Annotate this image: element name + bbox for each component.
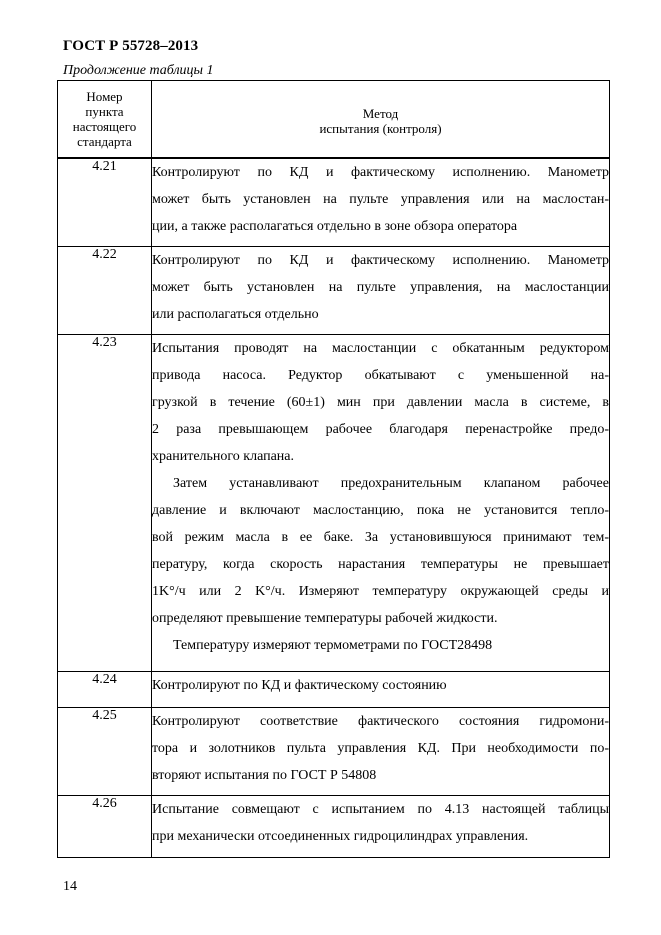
text-line: привода насоса. Редуктор обкатывают с уменьшенной на- [152, 367, 609, 383]
text-line: при механически отсоединенных гидроцилиндрах управления. [152, 828, 529, 844]
header-text: Метод [362, 106, 399, 121]
header-text: пункта [85, 104, 124, 119]
text-line: Контролируют по КД и фактическому исполнению. Манометр [152, 252, 609, 268]
table-row [58, 707, 610, 795]
table-row [58, 671, 610, 707]
text-line: может быть установлен на пульте управления или на маслостан- [152, 192, 609, 207]
text-line: Затем устанавливают предохранительным клапаном рабочее [173, 475, 609, 491]
text-line: тора и золотников пульта управления КД. При необходимости по- [152, 740, 609, 756]
header-text: стандарта [77, 134, 132, 149]
text-line: Температуру измеряют термометрами по ГОСТ28498 [173, 637, 493, 653]
page-number: 14 [63, 879, 77, 894]
method-description [152, 334, 610, 671]
text-line: Контролируют по КД и фактическому состоянию [152, 677, 447, 693]
text-line: ции, а также располагаться отдельно в зоне обзора оператора [152, 219, 518, 234]
text-line: Испытания проводят на маслостанции с обкатанным редуктором [152, 340, 609, 356]
text-line: Контролируют соответствие фактического состояния гидромони- [152, 713, 609, 729]
clause-number: 4.22 [58, 246, 152, 334]
clause-number: 4.21 [58, 158, 152, 246]
text-line: Испытание совмещают с испытанием по 4.13 настоящей таблицы [152, 801, 609, 817]
text-line: грузкой в течение (60±1) мин при давлении масла в системе, в [152, 394, 609, 410]
header-text: настоящего [72, 119, 137, 134]
method-description [152, 158, 610, 246]
text-line: 1K°/ч или 2 K°/ч. Измеряют температуру окружающей среды и [152, 583, 609, 599]
header-text: испытания (контроля) [319, 121, 442, 136]
method-table [57, 80, 610, 858]
text-line: давление и включают маслостанцию, пока не установится тепло- [152, 502, 609, 518]
table-continuation-caption: Продолжение таблицы 1 [63, 63, 214, 78]
text-line: вой режим масла в ее баке. За установившуюся принимают тем- [152, 529, 609, 545]
clause-number: 4.25 [58, 707, 152, 795]
text-line: Контролируют по КД и фактическому исполнению. Манометр [152, 165, 609, 180]
document-header: ГОСТ Р 55728–2013 [63, 38, 199, 54]
table-header-row [58, 81, 610, 159]
text-line: хранительного клапана. [152, 448, 295, 464]
text-line: определяют превышение температуры рабочей жидкости. [152, 610, 498, 626]
col-header-method [152, 81, 610, 159]
text-line: пературу, когда скорость нарастания температуры не превышает [152, 556, 609, 572]
method-description [152, 795, 610, 857]
table-row [58, 795, 610, 857]
text-line: 2 раза превышающем рабочее благодаря перенастройке предо- [152, 421, 609, 437]
clause-number: 4.24 [58, 671, 152, 707]
table-row [58, 158, 610, 246]
text-line: или располагаться отдельно [152, 306, 319, 322]
table-row [58, 246, 610, 334]
method-description [152, 671, 610, 707]
clause-number: 4.23 [58, 334, 152, 671]
col-header-clause [58, 81, 152, 159]
table-row [58, 334, 610, 671]
clause-number: 4.26 [58, 795, 152, 857]
header-text: Номер [86, 89, 123, 104]
method-description [152, 707, 610, 795]
text-line: вторяют испытания по ГОСТ Р 54808 [152, 767, 377, 783]
method-description [152, 246, 610, 334]
text-line: может быть установлен на пульте управления, на маслостанции [152, 279, 609, 295]
